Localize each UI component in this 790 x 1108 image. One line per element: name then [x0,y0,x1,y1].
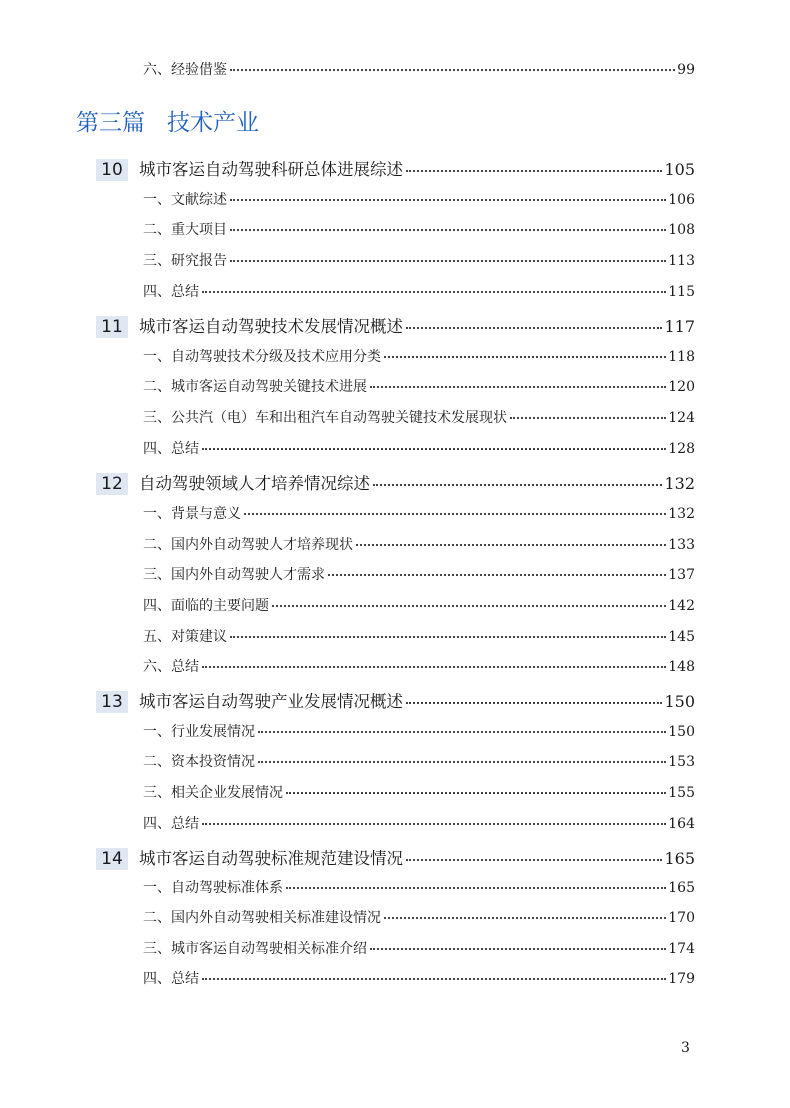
page-number: 3 [681,1040,690,1056]
chapter-number: 14 [96,848,128,870]
section-page: 153 [668,754,695,770]
dot-leader [370,948,666,950]
section-entry[interactable] [143,968,695,988]
chapter-title: 城市客运自动驾驶产业发展情况概述 [139,692,403,711]
chapter-number: 10 [96,159,128,181]
section-title: 一、背景与意义 [143,506,241,522]
chapter-page: 150 [664,692,695,711]
part-label: 第三篇 [76,110,145,136]
chapter-entry[interactable] [96,156,695,181]
dot-leader [406,170,662,172]
section-title: 二、国内外自动驾驶相关标准建设情况 [143,910,381,926]
section-entry[interactable] [143,346,695,366]
section-title: 三、研究报告 [143,253,227,269]
chapter-number: 12 [96,473,128,495]
section-page: 145 [668,629,695,645]
section-entry[interactable] [143,751,695,771]
dot-leader [230,199,666,201]
section-entry[interactable] [143,721,695,741]
dot-leader [202,666,666,668]
section-page: 124 [668,410,695,426]
section-page: 133 [668,537,695,553]
chapter-entry[interactable] [96,688,695,713]
section-title: 四、总结 [143,441,199,457]
dot-leader [510,417,666,419]
dot-leader [328,574,666,576]
chapter-title: 城市客运自动驾驶标准规范建设情况 [139,849,403,868]
dot-leader [258,761,666,763]
section-title: 五、对策建议 [143,629,227,645]
chapter-entry[interactable] [96,313,695,338]
dot-leader [406,327,662,329]
dot-leader [286,792,666,794]
section-page: 115 [668,284,695,300]
section-page: 174 [668,941,695,957]
dot-leader [202,448,666,450]
section-entry[interactable] [143,407,695,427]
section-entry[interactable] [143,595,695,615]
dot-leader [406,859,662,861]
part-heading [76,104,259,137]
section-title: 一、文献综述 [143,192,227,208]
section-page: 137 [668,567,695,583]
section-page: 132 [668,506,695,522]
section-title: 四、总结 [143,284,199,300]
dot-leader [258,731,666,733]
dot-leader [384,917,666,919]
chapter-page: 105 [664,160,695,179]
section-title: 二、国内外自动驾驶人才培养现状 [143,537,353,553]
chapter-entry[interactable] [96,470,695,495]
section-title: 二、资本投资情况 [143,754,255,770]
section-title: 一、自动驾驶技术分级及技术应用分类 [143,349,381,365]
dot-leader [356,544,666,546]
section-title: 三、城市客运自动驾驶相关标准介绍 [143,941,367,957]
toc-entry[interactable] [143,59,695,79]
chapter-page: 165 [664,849,695,868]
section-page: 106 [668,192,695,208]
dot-leader [202,978,666,980]
chapter-title: 城市客运自动驾驶科研总体进展综述 [139,160,403,179]
section-title: 四、总结 [143,816,199,832]
section-title: 二、城市客运自动驾驶关键技术进展 [143,379,367,395]
section-page: 108 [668,222,695,238]
chapter-title: 城市客运自动驾驶技术发展情况概述 [139,317,403,336]
section-title: 三、公共汽（电）车和出租汽车自动驾驶关键技术发展现状 [143,410,507,426]
section-title: 一、行业发展情况 [143,724,255,740]
section-entry[interactable] [143,534,695,554]
chapter-page: 117 [664,317,695,336]
section-entry[interactable] [143,564,695,584]
section-title: 六、总结 [143,659,199,675]
dot-leader [373,484,662,486]
section-entry[interactable] [143,656,695,676]
section-entry[interactable] [143,250,695,270]
section-entry[interactable] [143,626,695,646]
section-entry[interactable] [143,877,695,897]
section-entry[interactable] [143,281,695,301]
section-page: 142 [668,598,695,614]
dot-leader [230,260,666,262]
section-entry[interactable] [143,813,695,833]
section-page: 148 [668,659,695,675]
section-entry[interactable] [143,376,695,396]
part-name: 技术产业 [167,110,259,136]
section-page: 150 [668,724,695,740]
chapter-page: 132 [664,474,695,493]
section-title: 三、国内外自动驾驶人才需求 [143,567,325,583]
dot-leader [230,69,675,71]
section-page: 120 [668,379,695,395]
chapter-title: 自动驾驶领域人才培养情况综述 [139,474,370,493]
section-entry[interactable] [143,438,695,458]
dot-leader [370,386,666,388]
dot-leader [202,291,666,293]
section-page: 165 [668,880,695,896]
section-entry[interactable] [143,189,695,209]
section-title: 二、重大项目 [143,222,227,238]
section-page: 118 [668,349,695,365]
section-page: 128 [668,441,695,457]
section-title: 一、自动驾驶标准体系 [143,880,283,896]
section-page: 179 [668,971,695,987]
dot-leader [230,636,666,638]
chapter-number: 13 [96,691,128,713]
dot-leader [272,605,666,607]
chapter-number: 11 [96,316,128,338]
entry-title: 六、经验借鉴 [143,62,227,78]
entry-page: 99 [677,62,695,78]
section-page: 170 [668,910,695,926]
section-entry[interactable] [143,219,695,239]
section-entry[interactable] [143,938,695,958]
dot-leader [244,513,666,515]
section-page: 164 [668,816,695,832]
section-entry[interactable] [143,503,695,523]
section-page: 155 [668,785,695,801]
dot-leader [230,229,666,231]
section-entry[interactable] [143,907,695,927]
section-title: 三、相关企业发展情况 [143,785,283,801]
chapter-entry[interactable] [96,845,695,870]
dot-leader [286,887,666,889]
section-title: 四、总结 [143,971,199,987]
section-title: 四、面临的主要问题 [143,598,269,614]
section-entry[interactable] [143,782,695,802]
section-page: 113 [668,253,695,269]
dot-leader [406,702,662,704]
dot-leader [384,356,666,358]
dot-leader [202,823,666,825]
